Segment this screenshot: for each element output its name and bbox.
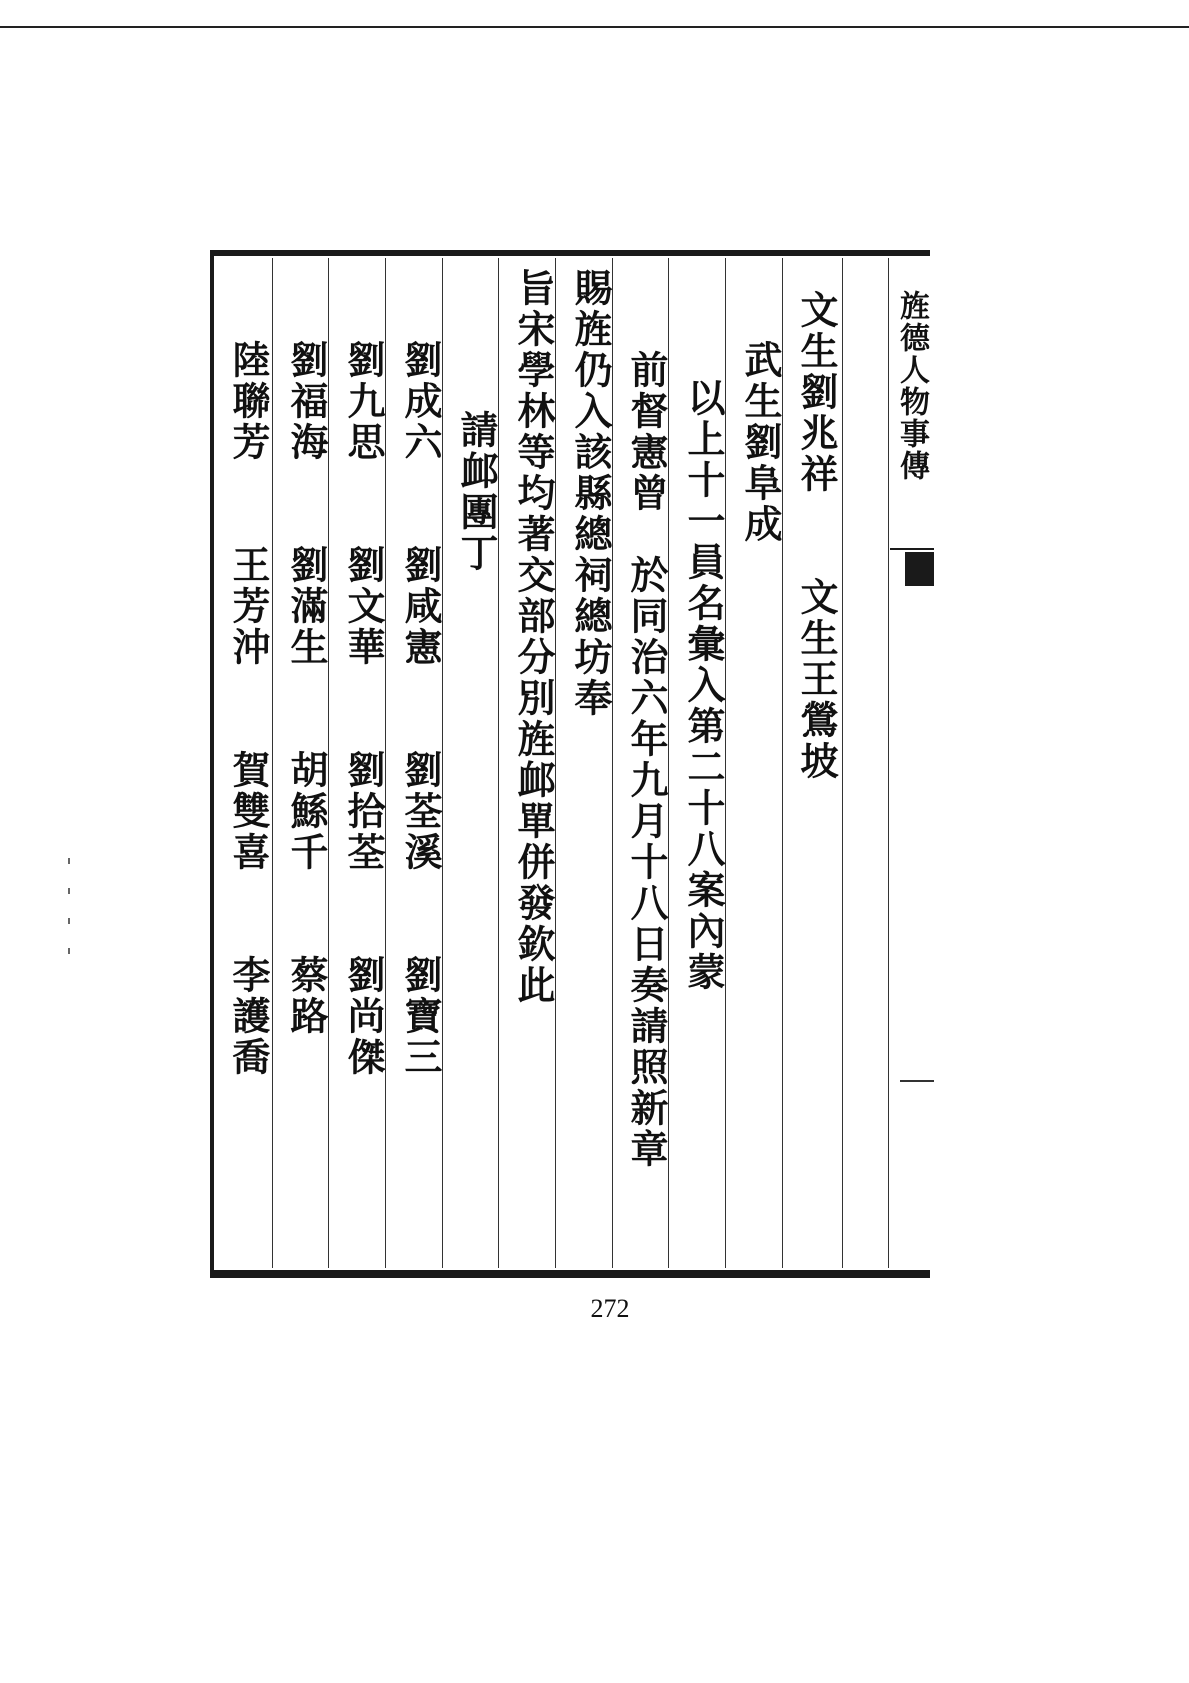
text-segment: 於同治六年九月十八日奏請照新章 <box>624 555 669 1170</box>
scan-mark <box>68 888 70 894</box>
spacer <box>284 873 329 955</box>
header-rule-lower <box>900 1080 934 1082</box>
spacer <box>398 463 443 545</box>
spacer <box>624 514 669 555</box>
spacer <box>226 873 271 955</box>
column-10 <box>276 340 336 1037</box>
spacer <box>341 668 386 750</box>
column-8 <box>390 340 450 1078</box>
text-segment: 劉寶三 <box>398 955 443 1078</box>
spacer <box>794 495 839 577</box>
text-segment: 前督憲曾 <box>624 350 669 514</box>
spacer <box>341 873 386 955</box>
column-11 <box>218 340 278 1078</box>
text-segment: 陸聯芳 <box>226 340 271 463</box>
text-segment: 劉尚傑 <box>341 955 386 1078</box>
column-7 <box>446 410 506 574</box>
text-segment: 王芳沖 <box>226 545 271 668</box>
spacer <box>226 463 271 545</box>
spacer <box>341 463 386 545</box>
page-number: 272 <box>590 1294 630 1323</box>
text-segment: 賀雙喜 <box>226 750 271 873</box>
column-2 <box>730 340 790 545</box>
text-segment: 劉成六 <box>398 340 443 463</box>
scan-mark <box>68 918 70 924</box>
text-segment: 文生劉兆祥 <box>794 290 839 495</box>
text-segment: 胡鯀千 <box>284 750 329 873</box>
text-segment: 賜旌仍入該縣總祠總坊奉 <box>568 268 613 719</box>
spacer <box>284 463 329 545</box>
spacer <box>398 668 443 750</box>
header-title: 旌德人物事傳 <box>894 290 929 482</box>
column-4 <box>616 350 676 1170</box>
column-9 <box>333 340 393 1078</box>
header-rule <box>890 548 934 550</box>
text-segment: 劉文華 <box>341 545 386 668</box>
text-segment: 劉滿生 <box>284 545 329 668</box>
text-segment: 劉荃溪 <box>398 750 443 873</box>
text-segment: 蔡路 <box>284 955 329 1037</box>
scan-mark <box>68 948 70 954</box>
column-6 <box>503 268 563 1006</box>
top-rule <box>0 26 1189 28</box>
text-segment: 武生劉阜成 <box>738 340 783 545</box>
text-segment: 文生王鶯坡 <box>794 577 839 782</box>
fishtail-mark <box>905 552 934 586</box>
column-1 <box>786 290 846 782</box>
spacer <box>226 668 271 750</box>
column-3 <box>673 378 733 993</box>
text-segment: 請䘏團丁 <box>454 410 499 574</box>
text-segment: 劉咸憲 <box>398 545 443 668</box>
column-5 <box>560 268 620 719</box>
text-segment: 劉福海 <box>284 340 329 463</box>
text-segment: 旨宋學林等均著交部分別旌䘏單併發欽此 <box>511 268 556 1006</box>
text-segment: 劉九思 <box>341 340 386 463</box>
text-segment: 以上十一員名彙入第二十八案內蒙 <box>681 378 726 993</box>
spacer <box>284 668 329 750</box>
text-segment: 劉拾荃 <box>341 750 386 873</box>
text-segment: 李護喬 <box>226 955 271 1078</box>
scan-mark <box>68 858 70 864</box>
spacer <box>398 873 443 955</box>
